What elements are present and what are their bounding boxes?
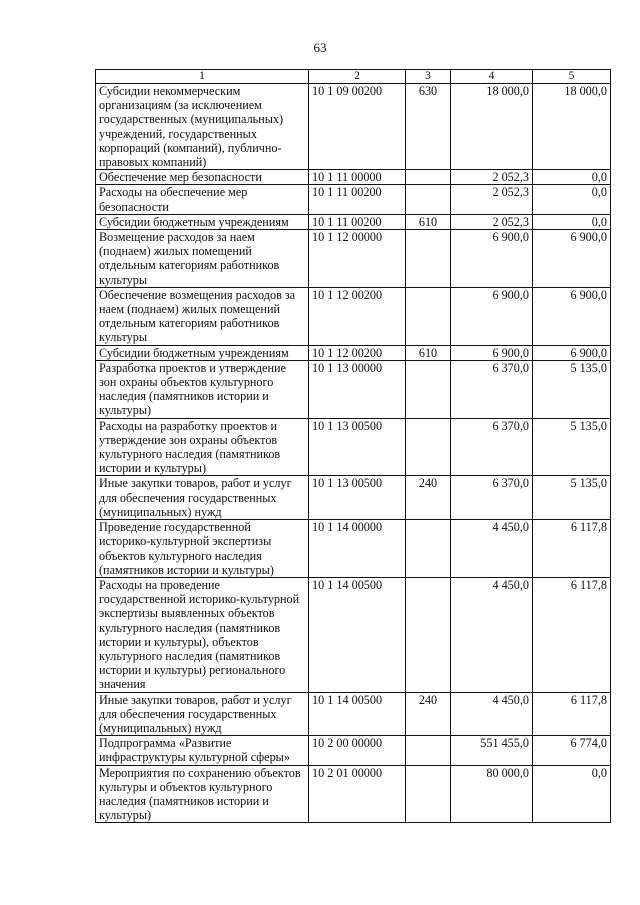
page-number: 63 bbox=[313, 40, 327, 55]
target-code: 10 1 14 00500 bbox=[309, 577, 406, 692]
item-name: Расходы на проведение государственной историко-культурной экспертизы выявленных объектов культурного наследия (памятников истории и культуры), объектов культурного наследия (памятников истории и культуры) регионального значения bbox=[96, 577, 309, 692]
target-code: 10 1 11 00200 bbox=[309, 214, 406, 229]
amount-col-5: 6 117,8 bbox=[533, 577, 611, 692]
header-col-1: 1 bbox=[96, 70, 309, 84]
item-name: Подпрограмма «Развитие инфраструктуры культурной сферы» bbox=[96, 736, 309, 765]
expense-type: 610 bbox=[406, 345, 451, 360]
table-row bbox=[96, 577, 611, 692]
table-row bbox=[96, 230, 611, 288]
item-name: Обеспечение мер безопасности bbox=[96, 170, 309, 185]
table-body bbox=[96, 84, 611, 823]
item-name: Иные закупки товаров, работ и услуг для обеспечения государственных (муниципальных) нужд bbox=[96, 692, 309, 736]
amount-col-5: 5 135,0 bbox=[533, 418, 611, 476]
expense-type bbox=[406, 287, 451, 345]
table-row bbox=[96, 418, 611, 476]
target-code: 10 1 13 00000 bbox=[309, 360, 406, 418]
table-row bbox=[96, 170, 611, 185]
amount-col-4: 551 455,0 bbox=[451, 736, 533, 765]
budget-table bbox=[95, 69, 611, 823]
table-row bbox=[96, 692, 611, 736]
amount-col-5: 18 000,0 bbox=[533, 84, 611, 170]
item-name: Расходы на разработку проектов и утверждение зон охраны объектов культурного наследия (памятников истории и культуры) bbox=[96, 418, 309, 476]
table-row bbox=[96, 765, 611, 823]
amount-col-4: 6 900,0 bbox=[451, 230, 533, 288]
expense-type bbox=[406, 765, 451, 823]
target-code: 10 1 13 00500 bbox=[309, 476, 406, 520]
table-row bbox=[96, 214, 611, 229]
table-row bbox=[96, 520, 611, 578]
target-code: 10 2 01 00000 bbox=[309, 765, 406, 823]
target-code: 10 1 11 00200 bbox=[309, 185, 406, 214]
amount-col-4: 4 450,0 bbox=[451, 692, 533, 736]
expense-type: 240 bbox=[406, 476, 451, 520]
amount-col-5: 6 900,0 bbox=[533, 345, 611, 360]
target-code: 10 1 11 00000 bbox=[309, 170, 406, 185]
amount-col-4: 4 450,0 bbox=[451, 577, 533, 692]
expense-type bbox=[406, 230, 451, 288]
amount-col-4: 2 052,3 bbox=[451, 185, 533, 214]
amount-col-5: 6 900,0 bbox=[533, 230, 611, 288]
header-col-5: 5 bbox=[533, 70, 611, 84]
item-name: Разработка проектов и утверждение зон охраны объектов культурного наследия (памятников истории и культуры) bbox=[96, 360, 309, 418]
expense-type bbox=[406, 736, 451, 765]
expense-type bbox=[406, 418, 451, 476]
table-row bbox=[96, 476, 611, 520]
amount-col-4: 2 052,3 bbox=[451, 170, 533, 185]
table-row bbox=[96, 360, 611, 418]
item-name: Субсидии некоммерческим организациям (за исключением государственных (муниципальных) учреждений, государственных корпораций (компаний), публично-правовых компаний) bbox=[96, 84, 309, 170]
table-row bbox=[96, 345, 611, 360]
amount-col-4: 6 370,0 bbox=[451, 418, 533, 476]
item-name: Субсидии бюджетным учреждениям bbox=[96, 214, 309, 229]
amount-col-5: 0,0 bbox=[533, 765, 611, 823]
amount-col-5: 6 774,0 bbox=[533, 736, 611, 765]
amount-col-4: 6 370,0 bbox=[451, 476, 533, 520]
item-name: Мероприятия по сохранению объектов культуры и объектов культурного наследия (памятников истории и культуры) bbox=[96, 765, 309, 823]
header-col-2: 2 bbox=[309, 70, 406, 84]
target-code: 10 2 00 00000 bbox=[309, 736, 406, 765]
item-name: Расходы на обеспечение мер безопасности bbox=[96, 185, 309, 214]
amount-col-5: 6 117,8 bbox=[533, 520, 611, 578]
item-name: Проведение государственной историко-культурной экспертизы объектов культурного наследия (памятников истории и культуры) bbox=[96, 520, 309, 578]
target-code: 10 1 12 00200 bbox=[309, 287, 406, 345]
expense-type: 240 bbox=[406, 692, 451, 736]
amount-col-4: 2 052,3 bbox=[451, 214, 533, 229]
item-name: Обеспечение возмещения расходов за наем (поднаем) жилых помещений отдельным категориям работников культуры bbox=[96, 287, 309, 345]
amount-col-4: 6 900,0 bbox=[451, 345, 533, 360]
target-code: 10 1 12 00000 bbox=[309, 230, 406, 288]
expense-type bbox=[406, 170, 451, 185]
item-name: Иные закупки товаров, работ и услуг для обеспечения государственных (муниципальных) нужд bbox=[96, 476, 309, 520]
header-col-4: 4 bbox=[451, 70, 533, 84]
item-name: Возмещение расходов за наем (поднаем) жилых помещений отдельным категориям работников культуры bbox=[96, 230, 309, 288]
amount-col-5: 5 135,0 bbox=[533, 476, 611, 520]
amount-col-4: 80 000,0 bbox=[451, 765, 533, 823]
table-row bbox=[96, 185, 611, 214]
amount-col-5: 6 117,8 bbox=[533, 692, 611, 736]
amount-col-5: 0,0 bbox=[533, 214, 611, 229]
item-name: Субсидии бюджетным учреждениям bbox=[96, 345, 309, 360]
target-code: 10 1 12 00200 bbox=[309, 345, 406, 360]
expense-type bbox=[406, 360, 451, 418]
target-code: 10 1 14 00500 bbox=[309, 692, 406, 736]
expense-type bbox=[406, 185, 451, 214]
expense-type: 610 bbox=[406, 214, 451, 229]
amount-col-4: 6 370,0 bbox=[451, 360, 533, 418]
table-row bbox=[96, 736, 611, 765]
header-col-3: 3 bbox=[406, 70, 451, 84]
amount-col-4: 4 450,0 bbox=[451, 520, 533, 578]
table-row bbox=[96, 84, 611, 170]
amount-col-5: 0,0 bbox=[533, 185, 611, 214]
amount-col-4: 18 000,0 bbox=[451, 84, 533, 170]
expense-type: 630 bbox=[406, 84, 451, 170]
amount-col-5: 5 135,0 bbox=[533, 360, 611, 418]
amount-col-4: 6 900,0 bbox=[451, 287, 533, 345]
amount-col-5: 6 900,0 bbox=[533, 287, 611, 345]
amount-col-5: 0,0 bbox=[533, 170, 611, 185]
target-code: 10 1 13 00500 bbox=[309, 418, 406, 476]
table-row bbox=[96, 287, 611, 345]
expense-type bbox=[406, 520, 451, 578]
target-code: 10 1 14 00000 bbox=[309, 520, 406, 578]
expense-type bbox=[406, 577, 451, 692]
table-header-row bbox=[96, 70, 611, 84]
target-code: 10 1 09 00200 bbox=[309, 84, 406, 170]
